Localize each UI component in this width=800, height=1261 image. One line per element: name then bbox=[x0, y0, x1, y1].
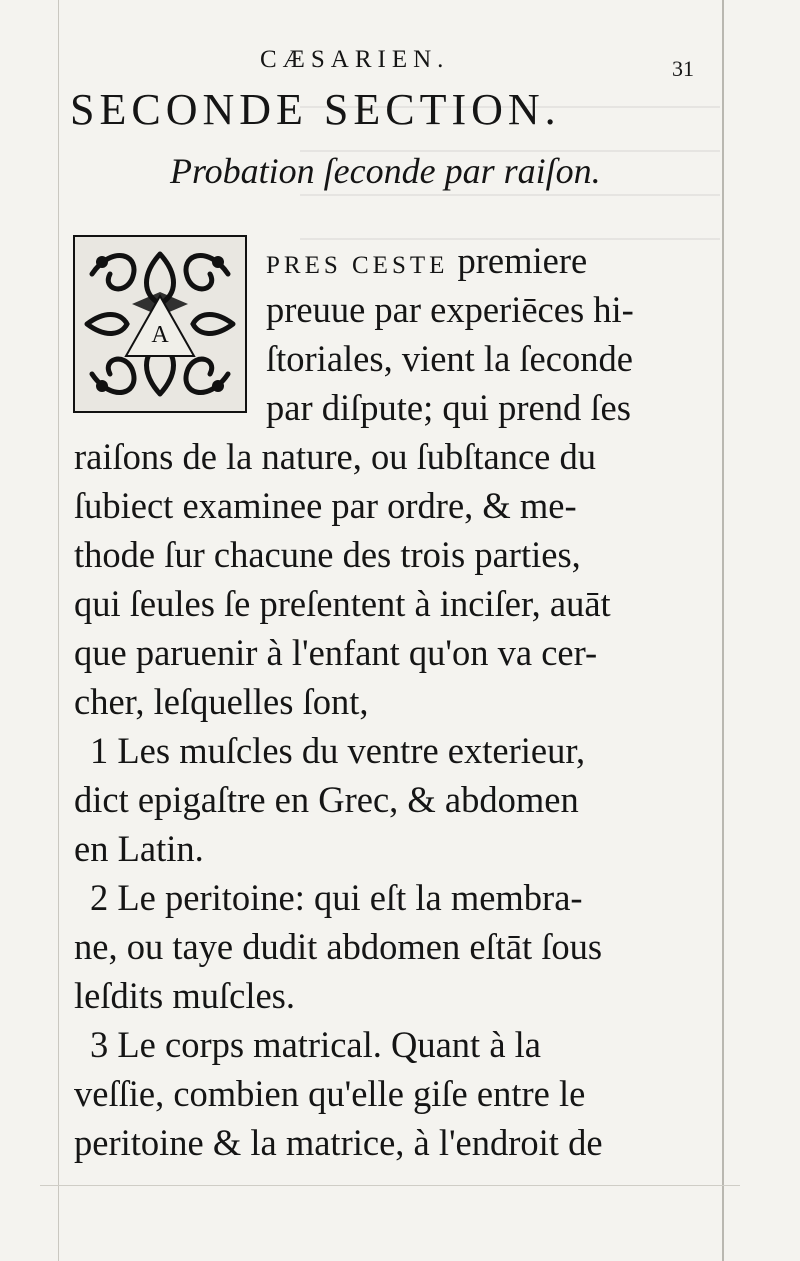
text-line-4: par diſpute; qui prend ſes bbox=[266, 387, 631, 428]
ornamental-drop-cap bbox=[72, 234, 248, 414]
text-line-3: ſtoriales, vient la ſeconde bbox=[266, 338, 633, 379]
text-line-15: ne, ou taye dudit abdomen eſtāt ſous bbox=[74, 926, 603, 967]
text-line-9: que paruenir à l'enfant qu'on va cer- bbox=[74, 632, 598, 673]
list-item-1: 1 Les muſcles du ventre exterieur, bbox=[90, 730, 586, 771]
text-line-7: thode ſur chacune des trois parties, bbox=[74, 534, 581, 575]
opening-small-caps: PRES CESTE bbox=[266, 252, 449, 279]
page-bottom-line bbox=[40, 1185, 740, 1186]
text-line-5: raiſons de la nature, ou ſubſtance du bbox=[74, 436, 596, 477]
text-line-1 bbox=[266, 236, 587, 285]
running-head: CÆSARIEN. bbox=[260, 46, 450, 73]
text-line-18: veſſie, combien qu'elle giſe entre le bbox=[74, 1073, 586, 1114]
text-line-16: leſdits muſcles. bbox=[74, 975, 295, 1016]
page-gutter-line bbox=[58, 0, 59, 1261]
section-subtitle: Probation ſeconde par raiſon. bbox=[170, 151, 601, 191]
text-line-2: preuue par experiēces hi- bbox=[266, 289, 634, 330]
text-line-1-rest: premiere bbox=[457, 240, 588, 281]
drop-cap-letter: A bbox=[151, 322, 169, 348]
list-item-3: 3 Le corps matrical. Quant à la bbox=[90, 1024, 541, 1065]
text-line-10: cher, leſquelles ſont, bbox=[74, 681, 369, 722]
text-line-13: en Latin. bbox=[74, 828, 204, 869]
section-title: SECONDE SECTION. bbox=[70, 85, 561, 134]
ornament-icon bbox=[72, 234, 248, 414]
page-number: 31 bbox=[672, 56, 694, 81]
text-line-6: ſubiect examinee par ordre, & me- bbox=[74, 485, 577, 526]
list-item-2: 2 Le peritoine: qui eſt la membra- bbox=[90, 877, 583, 918]
text-line-8: qui ſeules ſe preſentent à inciſer, auāt bbox=[74, 583, 611, 624]
text-line-12: dict epigaſtre en Grec, & abdomen bbox=[74, 779, 579, 820]
text-line-19: peritoine & la matrice, à l'endroit de bbox=[74, 1122, 603, 1163]
page-edge-line bbox=[722, 0, 724, 1261]
